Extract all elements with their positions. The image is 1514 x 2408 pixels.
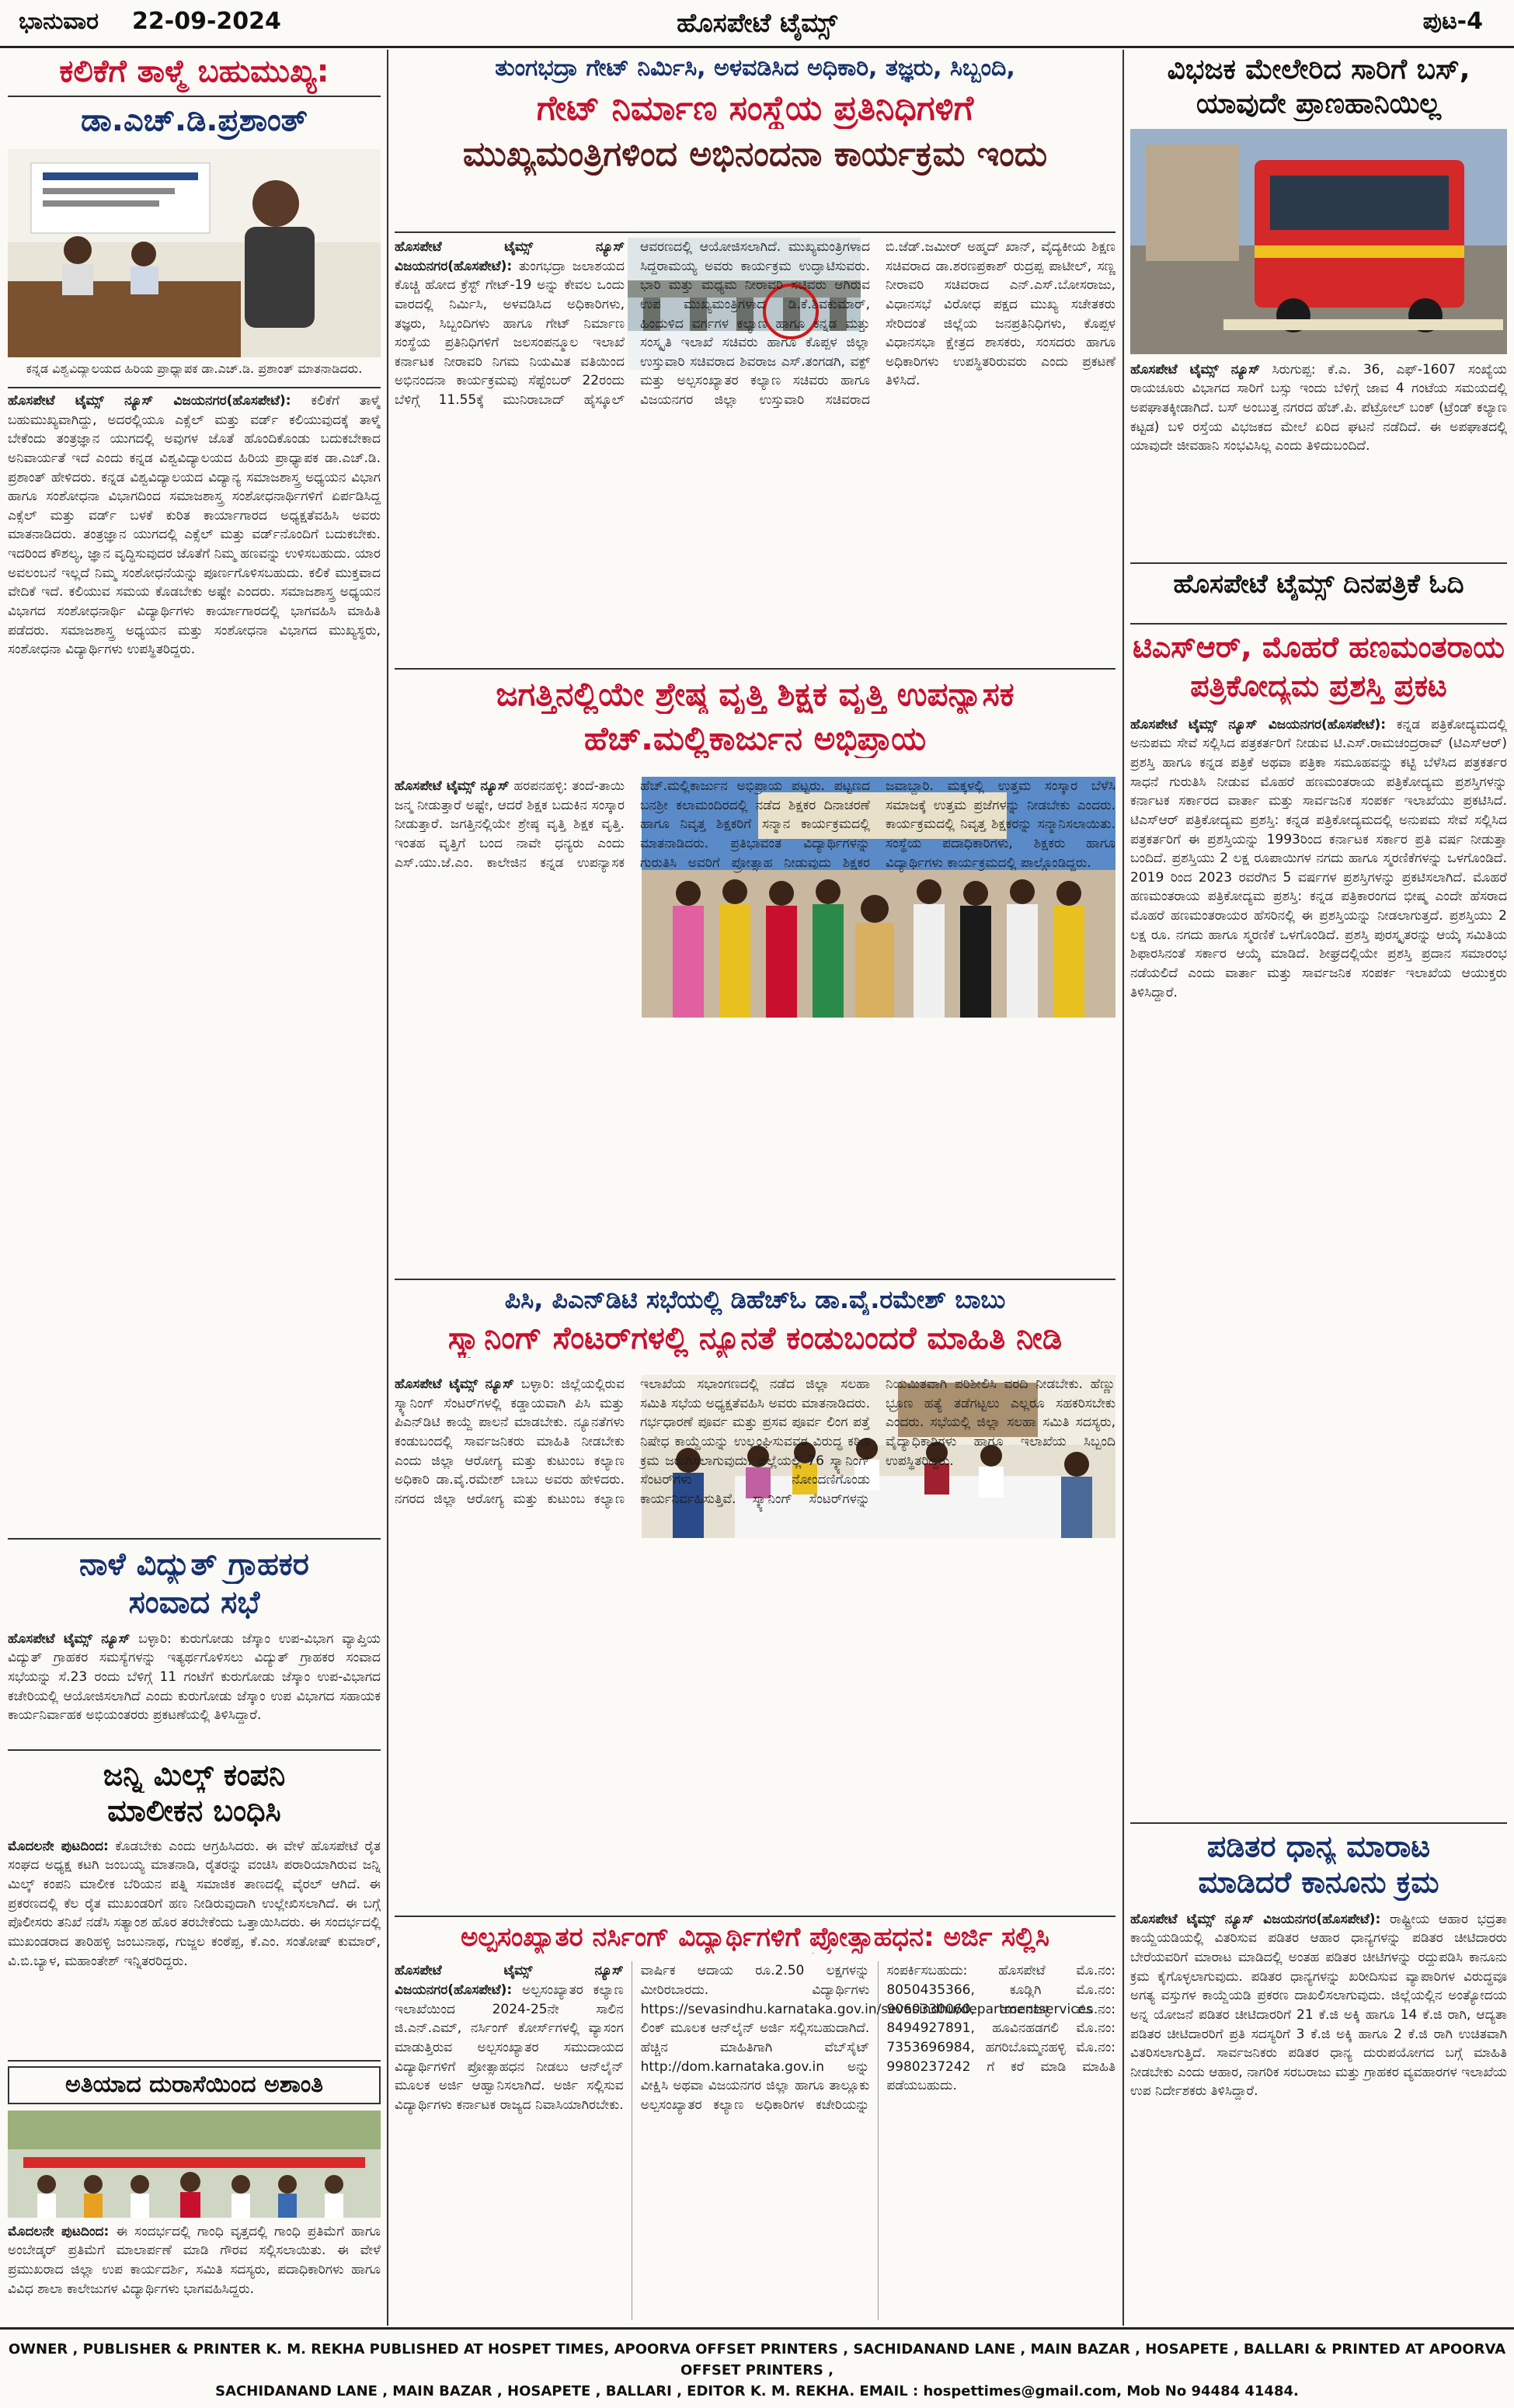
divider: [395, 668, 1115, 670]
masthead: ಹೊಸಪೇಟೆ ಟೈಮ್ಸ್: [677, 8, 837, 39]
divider: [1130, 1822, 1507, 1824]
body-text: ರಾಷ್ಟ್ರೀಯ ಆಹಾರ ಭದ್ರತಾ ಕಾಯ್ದೆಯಡಿಯಲ್ಲಿ ವಿತರಿಸುವ ಪಡಿತರ ಆಹಾರ ಧಾನ್ಯಗಳನ್ನು ಪಡಿತರ ಚೀಟಿದಾರರು ಬೇರೆಯವರಿಗೆ ಮಾರಾಟ ಮಾಡಿದಲ್ಲಿ ಅಂತಹ ಪಡಿತರ ಚೀಟಿಗಳನ್ನು ರದ್ದುಪಡಿಸಿ ಕಾನೂನು ಕ್ರಮ ಕೈಗೊಳ್ಳಲಾಗುವುದು. ಪಡಿತರ ಧಾನ್ಯಗಳನ್ನು ಖರೀದಿಸುವ ವ್ಯಾಪಾರಿಗಳ ವಿರುದ್ಧವೂ ಅಗತ್ಯ ವಸ್ತುಗಳ ಕಾಯ್ದೆಯಡಿ ಪ್ರಕರಣ ದಾಖಲಿಸಲಾಗುವುದು. ಜಿಲ್ಲೆಯಲ್ಲಿನ ಅಂತ್ಯೋದಯ ಅನ್ನ ಯೋಜನೆ ಪಡಿತರ ಚೀಟಿದಾರರಿಗೆ 21 ಕೆ.ಜಿ ಅಕ್ಕಿ ಹಾಗೂ 14 ಕೆ.ಜಿ ರಾಗಿ, ಆದ್ಯತಾ ಪಡಿತರ ಚೀಟಿದಾರರಿಗೆ ಪ್ರತಿ ಸದಸ್ಯರಿಗೆ 3 ಕೆ.ಜಿ ಅಕ್ಕಿ ಹಾಗೂ 2 ಕೆ.ಜಿ ರಾಗಿ ಉಚಿತವಾಗಿ ವಿತರಿಸಲಾಗುತ್ತಿದೆ. ಸಾರ್ವಜನಿಕರು ಪಡಿತರ ಧಾನ್ಯ ದುರುಪಯೋಗದ ಬಗ್ಗೆ ಮಾಹಿತಿ ನೀಡಬೇಕು ಎಂದು ಆಹಾರ, ನಾಗರಿಕ ಸರಬರಾಜು ಮತ್ತು ಗ್ರಾಹಕರ ವ್ಯವಹಾರಗಳ ಇಲಾಖೆಯ ಉಪ ನಿರ್ದೇಶಕರು ತಿಳಿಸಿದ್ದಾರೆ.: [1130, 1911, 1507, 2100]
divider: [8, 1538, 381, 1540]
dateline: ಹೊಸಪೇಟೆ ಟೈಮ್ಸ್ ನ್ಯೂಸ್: [1130, 361, 1260, 378]
article-body: [1130, 1910, 1507, 2311]
dateline: ಮೊದಲನೇ ಪುಟದಿಂದ:: [8, 2223, 110, 2239]
header-date: 22-09-2024: [132, 8, 281, 35]
divider: [395, 1916, 1115, 1917]
imprint-line-2: SACHIDANAND LANE , MAIN BAZAR , HOSAPETE , BALLARI , EDITOR K. M. REKHA. EMAIL : hospettimes@gmail.com, Mob No 94484 41484.: [215, 2383, 1299, 2399]
imprint-line-1: OWNER , PUBLISHER & PRINTER K. M. REKHA PUBLISHED AT HOSPET TIMES, APOORVA OFFSET PRINTERS , SACHIDANAND LANE , MAIN BAZAR , HOSAPETE , BALLARI & PRINTED AT APOORVA OFFSET PRINTERS ,: [8, 2341, 1506, 2378]
headline-sub: ಸಂವಾದ ಸಭೆ: [128, 1584, 260, 1620]
dateline: ಹೊಸಪೇಟೆ ಟೈಮ್ಸ್ ನ್ಯೂಸ್ ವಿಜಯನಗರ(ಹೊಸಪೇಟೆ):: [395, 239, 625, 274]
article-body: [1130, 360, 1507, 513]
article-greed: [8, 2066, 381, 2323]
dateline: ಹೊಸಪೇಟೆ ಟೈಮ್ಸ್ ನ್ಯೂಸ್: [395, 1376, 514, 1392]
article-body: [8, 391, 381, 1524]
page-number: ಪುಟ-4: [1422, 8, 1483, 35]
article-gate-body: [395, 238, 1115, 663]
article-ration: [1130, 1829, 1507, 2323]
article-awards: [1130, 629, 1507, 1818]
article-nursing: [395, 1922, 1115, 2323]
body-text: ಬಳ್ಳಾರಿ: ಜಿಲ್ಲೆಯಲ್ಲಿರುವ ಸ್ಕ್ಯಾನಿಂಗ್ ಸೆಂಟರ್‌ಗಳಲ್ಲಿ ಕಡ್ಡಾಯವಾಗಿ ಪಿಸಿ ಮತ್ತು ಪಿಎನ್‌ಡಿಟಿ ಕಾಯ್ದೆ ಪಾಲನೆ ಮಾಡಬೇಕು. ನ್ಯೂನತೆಗಳು ಕಂಡುಬಂದಲ್ಲಿ ಸಾರ್ವಜನಿಕರು ಮಾಹಿತಿ ನೀಡಬೇಕು ಎಂದು ಜಿಲ್ಲಾ ಆರೋಗ್ಯ ಮತ್ತು ಕುಟುಂಬ ಕಲ್ಯಾಣ ಅಧಿಕಾರಿ ಡಾ.ವೈ.ರಮೇಶ್ ಬಾಬು ಅವರು ಹೇಳಿದರು. ನಗರದ ಜಿಲ್ಲಾ ಆರೋಗ್ಯ ಮತ್ತು ಕುಟುಂಬ ಕಲ್ಯಾಣ ಇಲಾಖೆಯ ಸಭಾಂಗಣದಲ್ಲಿ ನಡೆದ ಜಿಲ್ಲಾ ಸಲಹಾ ಸಮಿತಿ ಸಭೆಯ ಅಧ್ಯಕ್ಷತೆವಹಿಸಿ ಅವರು ಮಾತನಾಡಿದರು. ಗರ್ಭಧಾರಣೆ ಪೂರ್ವ ಮತ್ತು ಪ್ರಸವ ಪೂರ್ವ ಲಿಂಗ ಪತ್ತೆ ನಿಷೇಧ ಕಾಯ್ದೆಯನ್ನು ಉಲ್ಲಂಘಿಸುವವರ ವಿರುದ್ಧ ಕಠಿಣ ಕ್ರಮ ಜರುಗಿಸಲಾಗುವುದು. ಜಿಲ್ಲೆಯಲ್ಲಿ 76 ಸ್ಕ್ಯಾನಿಂಗ್ ಸೆಂಟರ್‌ಗಳು ನೋಂದಣಿಗೊಂಡು ಕಾರ್ಯನಿರ್ವಹಿಸುತ್ತಿವೆ. ಸ್ಕ್ಯಾನಿಂಗ್ ಸೆಂಟರ್‌ಗಳನ್ನು ನಿಯಮಿತವಾಗಿ ಪರಿಶೀಲಿಸಿ ವರದಿ ನೀಡಬೇಕು. ಹೆಣ್ಣು ಭ್ರೂಣ ಹತ್ಯೆ ತಡೆಗಟ್ಟಲು ಎಲ್ಲರೂ ಸಹಕರಿಸಬೇಕು ಎಂದರು. ಸಭೆಯಲ್ಲಿ ಜಿಲ್ಲಾ ಸಲಹಾ ಸಮಿತಿ ಸದಸ್ಯರು, ವೈದ್ಯಾಧಿಕಾರಿಗಳು ಹಾಗೂ ಇಲಾಖೆಯ ಸಿಬ್ಬಂದಿ ಉಪಸ್ಥಿತರಿದ್ದರು.: [395, 1376, 1115, 1507]
headline: ಸ್ಕ್ಯಾನಿಂಗ್ ಸೆಂಟರ್‌ಗಳಲ್ಲಿ ನ್ಯೂನತೆ ಕಂಡುಬಂದರೆ ಮಾಹಿತಿ ನೀಡಿ: [447, 1321, 1063, 1357]
article-body: [8, 1837, 381, 2039]
body-text: ಸಿರುಗುಪ್ಪ: ಕೆ.ಎ. 36, ಎಫ್-1607 ಸಂಖ್ಯೆಯ ರಾಯಚೂರು ವಿಭಾಗದ ಸಾರಿಗೆ ಬಸ್ಸು ಇಂದು ಬೆಳಿಗ್ಗೆ ಜಾವ 4 ಗಂಟೆಯ ಸಮಯದಲ್ಲಿ ಅಪಘಾತಕ್ಕೀಡಾಗಿದೆ. ಬಸ್ ಅಂಬುತ್ತ ನಗರದ ಹೆಚ್.ಪಿ. ಪೆಟ್ರೋಲ್ ಬಂಕ್ (ಟ್ರೆಂಡ್ ಕಲ್ಯಾಣ ಕಟ್ಟಡ) ಬಳಿ ರಸ್ತೆಯ ವಿಭಜಕದ ಮೇಲೆ ಏರಿದ ಘಟನೆ ನಡೆದಿದೆ. ಈ ಅಪಘಾತದಲ್ಲಿ ಯಾವುದೇ ಜೀವಹಾನಿ ಸಂಭವಿಸಿಲ್ಲ ಎಂದು ತಿಳಿದುಬಂದಿದೆ.: [1130, 361, 1507, 454]
dateline: ಹೊಸಪೇಟೆ ಟೈಮ್ಸ್ ನ್ಯೂಸ್ ವಿಜಯನಗರ(ಹೊಸಪೇಟೆ):: [8, 392, 291, 409]
body-text: ಬಳ್ಳಾರಿ: ಕುರುಗೋಡು ಜೆಸ್ಕಾಂ ಉಪ-ವಿಭಾಗ ವ್ಯಾಪ್ತಿಯ ವಿದ್ಯುತ್ ಗ್ರಾಹಕರ ಸಮಸ್ಯೆಗಳನ್ನು ಇತ್ಯರ್ಥಗೊಳಿಸಲು ವಿದ್ಯುತ್ ಗ್ರಾಹಕರ ಸಂವಾದ ಸಭೆಯನ್ನು ಸೆ.23 ರಂದು ಬೆಳಿಗ್ಗೆ 11 ಗಂಟೆಗೆ ಕುರುಗೋಡು ಜೆಸ್ಕಾಂ ಉಪ-ವಿಭಾಗದ ಕಚೇರಿಯಲ್ಲಿ ಆಯೋಜಿಸಲಾಗಿದೆ ಎಂದು ಕುರುಗೋಡು ಜೆಸ್ಕಾಂ ಉಪ ವಿಭಾಗದ ಸಹಾಯಕ ಕಾರ್ಯನಿರ್ವಾಹಕ ಅಭಿಯಂತರರು ಪ್ರಕಟಣೆಯಲ್ಲಿ ತಿಳಿಸಿದ್ದಾರೆ.: [8, 1630, 381, 1724]
article-body: [1130, 715, 1507, 1795]
body-text: ಕಲಿಕೆಗೆ ತಾಳ್ಮೆ ಬಹುಮುಖ್ಯವಾಗಿದ್ದು, ಅದರಲ್ಲಿಯೂ ಎಕ್ಸೆಲ್ ಮತ್ತು ವರ್ಡ್ ಕಲಿಯುವುದಕ್ಕೆ ತಾಳ್ಮೆ ಬೇಕೆಂದು ತಂತ್ರಜ್ಞಾನ ಯುಗದಲ್ಲಿ ಅವುಗಳ ಜೊತೆ ಹೊಂದಿಕೊಂಡು ಬದುಕಬೇಕಾದ ಅನಿವಾರ್ಯತೆ ಇದೆ ಎಂದು ಕನ್ನಡ ವಿಶ್ವವಿದ್ಯಾಲಯದ ಹಿರಿಯ ಪ್ರಾಧ್ಯಾಪಕ ಡಾ.ಎಚ್.ಡಿ. ಪ್ರಶಾಂತ್ ಹೇಳಿದರು. ಕನ್ನಡ ವಿಶ್ವವಿದ್ಯಾಲಯದ ವಿದ್ಯಾನ್ಯ ಸಮಾಜಶಾಸ್ತ್ರ ಅಧ್ಯಯನ ವಿಭಾಗ ಹಾಗೂ ಸಂಶೋಧನಾ ವಿಭಾಗದಿಂದ ಸಮಾಜಶಾಸ್ತ್ರ ಸಂಶೋಧನಾರ್ಥಿಗಳಿಗೆ ಏರ್ಪಡಿಸಿದ್ದ ಎಕ್ಸೆಲ್ ಮತ್ತು ವರ್ಡ್ ಬಳಕೆ ಕುರಿತ ಕಾರ್ಯಾಗಾರದ ಅಧ್ಯಕ್ಷತೆವಹಿಸಿ ಅವರು ಮಾತನಾಡಿದರು. ತಂತ್ರಜ್ಞಾನ ಯುಗದಲ್ಲಿ ಎಕ್ಸೆಲ್ ಮತ್ತು ವರ್ಡ್‌ನೊಂದಿಗೆ ಬದುಕಬೇಕು. ಇದರಿಂದ ಕೌಶಲ್ಯ, ಜ್ಞಾನ ವೃದ್ಧಿಸುವುದರ ಜೊತೆಗೆ ನಿಮ್ಮ ಹಣವನ್ನು ಉಳಿಸಬಹುದು. ಯಾರ ಅವಲಂಬನೆ ಇಲ್ಲದೆ ನಿಮ್ಮ ಸಂಶೋಧನೆಯನ್ನು ಪೂರ್ಣಗೊಳಿಸಬಹುದು. ಕಲಿಕೆ ಮುಕ್ತವಾದ ವೇದಿಕೆ ಇದೆ. ಕಲಿಯುವ ಸಮಯ ಕೊಡಬೇಕು ಅಷ್ಟೇ ಎಂದರು. ಸಮಾಜಶಾಸ್ತ್ರ ಅಧ್ಯಯನ ವಿಭಾಗದ ಸಂಶೋಧನಾರ್ಥಿ ವಿದ್ಯಾರ್ಥಿಗಳು ಕಾರ್ಯಾಗಾರದಲ್ಲಿ ಭಾಗವಹಿಸಿ ಮಾಹಿತಿ ಪಡೆದರು. ಸಮಾಜಶಾಸ್ತ್ರ ಅಧ್ಯಯನ ಮತ್ತು ಸಂಶೋಧನಾ ವಿಭಾಗದ ಮುಖ್ಯಸ್ಥರು, ಸಂಶೋಧನಾ ವಿದ್ಯಾರ್ಥಿಗಳು ಉಪಸ್ಥಿತರಿದ್ದರು.: [8, 392, 381, 658]
dateline: ಮೊದಲನೇ ಪುಟದಿಂದ:: [8, 1838, 109, 1854]
headline-sub: ಮಾಲೀಕನ ಬಂಧಿಸಿ: [107, 1794, 281, 1829]
article-patience: [8, 53, 381, 1533]
body-text: ಈ ಸಂದರ್ಭದಲ್ಲಿ ಗಾಂಧಿ ವೃತ್ತದಲ್ಲಿ ಗಾಂಧಿ ಪ್ರತಿಮೆಗೆ ಹಾಗೂ ಅಂಬೇಡ್ಕರ್ ಪ್ರತಿಮೆಗೆ ಮಾಲಾರ್ಪಣೆ ಮಾಡಿ ಗೌರವ ಸಲ್ಲಿಸಲಾಯಿತು. ಈ ವೇಳೆ ಪ್ರಮುಖರಾದ ಜಿಲ್ಲಾ ಉಪ ಕಾರ್ಯದರ್ಶಿ, ಸಮಿತಿ ಸದಸ್ಯರು, ಪದಾಧಿಕಾರಿಗಳು ಹಾಗೂ ವಿವಿಧ ಶಾಲಾ ಕಾಲೇಜುಗಳ ವಿದ್ಯಾರ್ಥಿಗಳು ಭಾಗವಹಿಸಿದ್ದರು.: [8, 2223, 381, 2297]
article-body: [395, 238, 1115, 663]
article-body: [395, 777, 1115, 1274]
headline-sub: ಮುಖ್ಯಮಂತ್ರಿಗಳಿಂದ ಅಭಿನಂದನಾ ಕಾರ್ಯಕ್ರಮ ಇಂದು: [462, 134, 1048, 175]
page-header: [0, 0, 1514, 48]
kicker: ತುಂಗಭದ್ರಾ ಗೇಟ್ ನಿರ್ಮಿಸಿ, ಅಳವಡಿಸಿದ ಅಧಿಕಾರಿ, ತಜ್ಞರು, ಸಿಬ್ಬಂದಿ,: [495, 54, 1015, 82]
body-text: ಅಲ್ಪಸಂಖ್ಯಾತರ ಕಲ್ಯಾಣ ಇಲಾಖೆಯಿಂದ 2024-25ನೇ ಸಾಲಿನ ಜಿ.ಎನ್.ಎಮ್, ನರ್ಸಿಂಗ್ ಕೋರ್ಸ್‌ಗಳಲ್ಲಿ ವ್ಯಾಸಂಗ ಮಾಡುತ್ತಿರುವ ಅಲ್ಪಸಂಖ್ಯಾತರ ಸಮುದಾಯದ ವಿದ್ಯಾರ್ಥಿಗಳಿಗೆ ಪ್ರೋತ್ಸಾಹಧನ ನೀಡಲು ಆನ್‌ಲೈನ್ ಮೂಲಕ ಅರ್ಜಿ ಆಹ್ವಾನಿಸಲಾಗಿದೆ. ಅರ್ಜಿ ಸಲ್ಲಿಸುವ ವಿದ್ಯಾರ್ಥಿಗಳು ಕರ್ನಾಟಕ ರಾಜ್ಯದ ನಿವಾಸಿಯಾಗಿರಬೇಕು. ವಾರ್ಷಿಕ ಆದಾಯ ರೂ.2.50 ಲಕ್ಷಗಳನ್ನು ಮೀರಿರಬಾರದು. ವಿದ್ಯಾರ್ಥಿಗಳು https://sevasindhu.karnataka.gov.in/sevasindhu/departmentservices ಲಿಂಕ್ ಮೂಲಕ ಆನ್‌ಲೈನ್ ಅರ್ಜಿ ಸಲ್ಲಿಸಬಹುದಾಗಿದೆ. ಹೆಚ್ಚಿನ ಮಾಹಿತಿಗಾಗಿ ವೆಬ್‌ಸೈಟ್ http://dom.karnataka.gov.in ಅನ್ನು ವೀಕ್ಷಿಸಿ ಅಥವಾ ವಿಜಯನಗರ ಜಿಲ್ಲಾ ಹಾಗೂ ತಾಲ್ಲೂಕು ಅಲ್ಪಸಂಖ್ಯಾತರ ಕಲ್ಯಾಣ ಅಧಿಕಾರಿಗಳ ಕಚೇರಿಯನ್ನು ಸಂಪರ್ಕಿಸಬಹುದು: ಹೊಸಪೇಟೆ ಮೊ.ನಂ: 8050435366, ಕೂಡ್ಲಿಗಿ ಮೊ.ನಂ: 9060330060, ಹರಪನಹಳ್ಳಿ ಮೊ.ನಂ: 8494927891, ಹೂವಿನಹಡಗಲಿ ಮೊ.ನಂ: 7353696984, ಹಗರಿಬೊಮ್ಮನಹಳ್ಳಿ ಮೊ.ನಂ: 9980237242 ಗೆ ಕರೆ ಮಾಡಿ ಮಾಹಿತಿ ಪಡೆಯಬಹುದು.: [395, 1963, 1115, 2113]
headline: ಗೇಟ್ ನಿರ್ಮಾಣ ಸಂಸ್ಥೆಯ ಪ್ರತಿನಿಧಿಗಳಿಗೆ: [536, 88, 974, 128]
headline: ಹೊಸಪೇಟೆ ಟೈಮ್ಸ್ ದಿನಪತ್ರಿಕೆ ಓದಿ: [1173, 569, 1464, 600]
photo-rally: [8, 2110, 381, 2218]
photo-caption: ಕನ್ನಡ ವಿಶ್ವವಿದ್ಯಾಲಯದ ಹಿರಿಯ ಪ್ರಾಧ್ಯಾಪಕ ಡಾ.ಎಚ್.ಡಿ. ಪ್ರಶಾಂತ್ ಮಾತನಾಡಿದರು.: [26, 360, 363, 376]
headline-sub: ಡಾ.ಎಚ್.ಡಿ.ಪ್ರಶಾಂತ್: [81, 102, 308, 138]
dateline: ಹೊಸಪೇಟೆ ಟೈಮ್ಸ್ ನ್ಯೂಸ್: [8, 1630, 131, 1647]
promo-read-paper: [1130, 569, 1507, 620]
divider: [1130, 562, 1507, 564]
divider: [8, 387, 381, 388]
body-text: ಕನ್ನಡ ಪತ್ರಿಕೋದ್ಯಮದಲ್ಲಿ ಅನುಪಮ ಸೇವೆ ಸಲ್ಲಿಸಿದ ಪತ್ರಕರ್ತರಿಗೆ ನೀಡುವ ಟಿ.ಎಸ್.ರಾಮಚಂದ್ರರಾವ್ (ಟಿಎಸ್‌ಆರ್) ಪ್ರಶಸ್ತಿ ಹಾಗೂ ಕನ್ನಡ ಪತ್ರಿಕೆ ಅಥವಾ ಪತ್ರಿಕಾ ಸಮೂಹವನ್ನು ಕಟ್ಟಿ ಬೆಳೆಸಿದ ಪತ್ರಕರ್ತರ ಸಾಧನೆ ಗುರುತಿಸಿ ನೀಡುವ ಮೊಹರೆ ಹಣಮಂತರಾಯ ಪತ್ರಿಕೋದ್ಯಮ ಪ್ರಶಸ್ತಿಗಳನ್ನು ಕರ್ನಾಟಕ ಸರ್ಕಾರದ ವಾರ್ತಾ ಮತ್ತು ಸಾರ್ವಜನಿಕ ಸಂಪರ್ಕ ಇಲಾಖೆಯು ಪ್ರಕಟಿಸಿದೆ. ಟಿಎಸ್‌ಆರ್ ಪತ್ರಿಕೋದ್ಯಮ ಪ್ರಶಸ್ತಿ: ಕನ್ನಡ ಪತ್ರಿಕೋದ್ಯಮದಲ್ಲಿ ಅನುಪಮ ಸೇವೆ ಸಲ್ಲಿಸಿದ ಪತ್ರಕರ್ತರಿಗೆ ಈ ಪ್ರಶಸ್ತಿಯನ್ನು 1993ರಿಂದ ಕರ್ನಾಟಕ ಸರ್ಕಾರ ಪ್ರತಿ ವರ್ಷ ನೀಡುತ್ತಾ ಬಂದಿದೆ. ಪ್ರಶಸ್ತಿಯು 2 ಲಕ್ಷ ರೂಪಾಯಿಗಳ ನಗದು ಹಾಗೂ ಸ್ಮರಣಿಕೆಗಳನ್ನು ಒಳಗೊಂಡಿದೆ. 2019 ರಿಂದ 2023 ರವರೆಗಿನ 5 ವರ್ಷಗಳ ಪ್ರಶಸ್ತಿಗಳನ್ನು ಪ್ರಕಟಿಸಲಾಗಿದೆ. ಮೊಹರೆ ಹಣಮಂತರಾಯ ಪತ್ರಿಕೋದ್ಯಮ ಪ್ರಶಸ್ತಿ: ಕನ್ನಡ ಪತ್ರಿಕಾರಂಗದ ಭೀಷ್ಮ ಎಂದೇ ಹೆಸರಾದ ಮೊಹರೆ ಹಣಮಂತರಾಯರ ಹೆಸರಿನಲ್ಲಿ ಈ ಪ್ರಶಸ್ತಿಯನ್ನು ನೀಡಲಾಗುತ್ತದೆ. ಪ್ರಶಸ್ತಿಯು 2 ಲಕ್ಷ ರೂ. ನಗದು ಹಾಗೂ ಸ್ಮರಣಿಕೆ ಒಳಗೊಂಡಿದೆ. ಪ್ರಶಸ್ತಿ ಪುರಸ್ಕೃತರನ್ನು ಆಯ್ಕೆ ಸಮಿತಿಯ ಶಿಫಾರಸಿನಂತೆ ಸರ್ಕಾರ ಆಯ್ಕೆ ಮಾಡಿದೆ. ಶೀಘ್ರದಲ್ಲಿಯೇ ಪ್ರಶಸ್ತಿ ಪ್ರದಾನ ಸಮಾರಂಭ ನಡೆಯಲಿದೆ ಎಂದು ವಾರ್ತಾ ಮತ್ತು ಸಾರ್ವಜನಿಕ ಸಂಪರ್ಕ ಇಲಾಖೆಯ ಆಯುಕ್ತರು ತಿಳಿಸಿದ್ದಾರೆ.: [1130, 716, 1507, 1000]
headline: ಟಿಎಸ್‌ಆರ್, ಮೊಹರೆ ಹಣಮಂತರಾಯ: [1133, 630, 1505, 664]
divider: [8, 1749, 381, 1751]
column-divider: [1122, 50, 1124, 2326]
article-gate-header: [395, 54, 1115, 227]
headline-sub: ಯಾವುದೇ ಪ್ರಾಣಹಾನಿಯಿಲ್ಲ: [1196, 87, 1442, 120]
headline: ಪಡಿತರ ಧಾನ್ಯ ಮಾರಾಟ: [1206, 1829, 1431, 1863]
headline: ಅಲ್ಪಸಂಖ್ಯಾತರ ನರ್ಸಿಂಗ್ ವಿದ್ಯಾರ್ಥಿಗಳಿಗೆ ಪ್ರೋತ್ಸಾಹಧನ: ಅರ್ಜಿ ಸಲ್ಲಿಸಿ: [461, 1922, 1049, 1953]
article-body: [8, 1630, 381, 1728]
body-text: ತುಂಗಭದ್ರಾ ಜಲಾಶಯದ ಕೊಚ್ಚಿ ಹೋದ ಕ್ರೆಸ್ಟ್ ಗೇಟ್-19 ಅನ್ನು ಕೇವಲ ಒಂದು ವಾರದಲ್ಲಿ ನಿರ್ಮಿಸಿ, ಅಳವಡಿಸಿದ ಅಧಿಕಾರಿಗಳು, ತಜ್ಞರು, ಸಿಬ್ಬಂದಿಗಳು ಹಾಗೂ ಗೇಟ್ ನಿರ್ಮಾಣ ಸಂಸ್ಥೆಯ ಪ್ರತಿನಿಧಿಗಳಿಗೆ ಜಲಸಂಪನ್ಮೂಲ ಇಲಾಖೆ ಕರ್ನಾಟಕ ನೀರಾವರಿ ನಿಗಮ ನಿಯಮಿತ ವತಿಯಿಂದ ಅಭಿನಂದನಾ ಕಾರ್ಯಕ್ರಮವು ಸೆಪ್ಟೆಂಬರ್ 22ರಂದು ಬೆಳಿಗ್ಗೆ 11.55ಕ್ಕೆ ಮುನಿರಾಬಾದ್ ಹೈಸ್ಕೂಲ್ ಆವರಣದಲ್ಲಿ ಆಯೋಜಿಸಲಾಗಿದೆ. ಮುಖ್ಯಮಂತ್ರಿಗಳಾದ ಸಿದ್ದರಾಮಯ್ಯ ಅವರು ಕಾರ್ಯಕ್ರಮ ಉದ್ಘಾಟಿಸುವರು. ಭಾರಿ ಮತ್ತು ಮಧ್ಯಮ ನೀರಾವರಿ ಸಚಿವರು ಆಗಿರುವ ಉಪ ಮುಖ್ಯಮಂತ್ರಿಗಳಾದ ಡಿ.ಕೆ.ಶಿವಕುಮಾರ್, ಹಿಂದುಳಿದ ವರ್ಗಗಳ ಕಲ್ಯಾಣ ಹಾಗೂ ಕನ್ನಡ ಮತ್ತು ಸಂಸ್ಕೃತಿ ಇಲಾಖೆ ಸಚಿವರು ಹಾಗೂ ಕೊಪ್ಪಳ ಜಿಲ್ಲಾ ಉಸ್ತುವಾರಿ ಸಚಿವರಾದ ಶಿವರಾಜ ಎಸ್.ತಂಗಡಗಿ, ವಕ್ಫ್ ಮತ್ತು ಅಲ್ಪಸಂಖ್ಯಾತರ ಕಲ್ಯಾಣ ಸಚಿವರು ಹಾಗೂ ವಿಜಯನಗರ ಜಿಲ್ಲಾ ಉಸ್ತುವಾರಿ ಸಚಿವರಾದ ಬಿ.ಜೆಡ್.ಜಮೀರ್ ಅಹ್ಮದ್ ಖಾನ್, ವೈದ್ಯಕೀಯ ಶಿಕ್ಷಣ ಸಚಿವರಾದ ಡಾ.ಶರಣಪ್ರಕಾಶ್ ರುದ್ರಪ್ಪ ಪಾಟೀಲ್, ಸಣ್ಣ ನೀರಾವರಿ ಸಚಿವರಾದ ಎನ್.ಎಸ್.ಬೋಸರಾಜು, ವಿಧಾನಸಭೆ ವಿರೋಧ ಪಕ್ಷದ ಮುಖ್ಯ ಸಚೇತಕರು ಸೇರಿದಂತೆ ಜಿಲ್ಲೆಯ ಜನಪ್ರತಿನಿಧಿಗಳು, ಕೊಪ್ಪಳ ವಿಧಾನಸಭಾ ಕ್ಷೇತ್ರದ ಶಾಸಕರು, ಸಂಸದರು ಹಾಗೂ ಅಧಿಕಾರಿಗಳು ಉಪಸ್ಥಿತರಿರುವರು ಎಂದು ಪ್ರಕಟಣೆ ತಿಳಿಸಿದೆ.: [395, 239, 1115, 409]
divider: [395, 231, 1115, 233]
headline-sub: ಮಾಡಿದರೆ ಕಾನೂನು ಕ್ರಮ: [1198, 1865, 1439, 1900]
kicker: ಪಿಸಿ, ಪಿಎನ್‌ಡಿಟಿ ಸಭೆಯಲ್ಲಿ ಡಿಹೆಚ್‌ಓ ಡಾ.ವೈ.ರಮೇಶ್ ಬಾಬು: [504, 1285, 1006, 1314]
headline: ಅತಿಯಾದ ದುರಾಸೆಯಿಂದ ಅಶಾಂತಿ: [8, 2066, 381, 2104]
article-body: [395, 1961, 1115, 2320]
article-bus: [1130, 53, 1507, 558]
divider: [8, 2060, 381, 2062]
article-body: [395, 1375, 1115, 1911]
headline: ಕಲಿಕೆಗೆ ತಾಳ್ಮೆ ಬಹುಮುಖ್ಯ:: [8, 53, 381, 97]
dateline: ಹೊಸಪೇಟೆ ಟೈಮ್ಸ್ ನ್ಯೂಸ್: [395, 778, 510, 794]
article-scanning-header: [395, 1285, 1115, 1372]
dateline: ಹೊಸಪೇಟೆ ಟೈಮ್ಸ್ ನ್ಯೂಸ್ ವಿಜಯನಗರ(ಹೊಸಪೇಟೆ):: [1130, 1911, 1381, 1927]
body-text: ಕೊಡಬೇಕು ಎಂದು ಆಗ್ರಹಿಸಿದರು. ಈ ವೇಳೆ ಹೊಸಪೇಟೆ ರೈತ ಸಂಘದ ಅಧ್ಯಕ್ಷ ಕಟಗಿ ಜಂಬಯ್ಯ ಮಾತನಾಡಿ, ರೈತರನ್ನು ವಂಚಿಸಿ ಪರಾರಿಯಾಗಿರುವ ಜನ್ನಿ ಮಿಲ್ಕ್ ಕಂಪನಿ ಮಾಲೀಕ ಬೆರಿಯನ ಪತ್ನಿ ಸಮಾಜಿಕ ತಾಣದಲ್ಲಿ ವೈರಲ್ ಆಗಿದೆ. ಈ ಪ್ರಕರಣದಲ್ಲಿ ಕೆಲ ರೈತ ಮುಖಂಡರಿಗೆ ಹಣ ನೀಡಿರುವುದಾಗಿ ಉಲ್ಲೇಖಿಸಲಾಗಿದೆ. ಈ ಬಗ್ಗೆ ಪೊಲೀಸರು ತನಿಖೆ ನಡೆಸಿ ಸತ್ಯಾಂಶ ಹೊರ ತರಬೇಕೆಂದು ಒತ್ತಾಯಿಸಿದರು. ಈ ಸಂದರ್ಭದಲ್ಲಿ ಮುಖಂಡರಾದ ತಾರಿಹಳ್ಳಿ ಜಂಬುನಾಥ, ಗುಜ್ಜಲ ಕಂಠೆಪ್ಪ, ಕೆ.ಎಂ. ಸಂತೋಷ್ ಕುಮಾರ್, ವಿ.ಬಿ.ಬ್ಯಾಳ, ಮಹಾಂತೇಶ್ ಇನ್ನಿತರರಿದ್ದರು.: [8, 1838, 381, 1969]
imprint-footer: [0, 2327, 1514, 2408]
headline: ನಾಳೆ ವಿದ್ಯುತ್ ಗ್ರಾಹಕರ: [79, 1547, 309, 1582]
headline: ಜನ್ನಿ ಮಿಲ್ಕ್ ಕಂಪನಿ: [103, 1758, 286, 1792]
header-day: ಭಾನುವಾರ: [19, 8, 99, 35]
article-teacher-body: [395, 777, 1115, 1274]
photo-bus: [1130, 129, 1507, 354]
dateline: ಹೊಸಪೇಟೆ ಟೈಮ್ಸ್ ನ್ಯೂಸ್ ವಿಜಯನಗರ(ಹೊಸಪೇಟೆ):: [395, 1963, 624, 1999]
photo-lecture: [8, 149, 381, 357]
headline: ವಿಭಜಕ ಮೇಲೇರಿದ ಸಾರಿಗೆ ಬಸ್,: [1167, 54, 1470, 85]
body-text: ಹರಪನಹಳ್ಳಿ: ತಂದೆ-ತಾಯಿ ಜನ್ಮ ನೀಡುತ್ತಾರೆ ಅಷ್ಟೇ, ಆದರೆ ಶಿಕ್ಷಕ ಬದುಕಿನ ಸಂಸ್ಕಾರ ನೀಡುತ್ತಾರೆ. ಜಗತ್ತಿನಲ್ಲಿಯೇ ಶ್ರೇಷ್ಠ ವೃತ್ತಿ ಶಿಕ್ಷಕ ವೃತ್ತಿ. ಇಂತಹ ವೃತ್ತಿಗೆ ಬಂದ ನಾವೇ ಧನ್ಯರು ಎಂದು ಎಸ್.ಯು.ಜೆ.ಎಂ. ಕಾಲೇಜಿನ ಕನ್ನಡ ಉಪನ್ಯಾಸಕ ಹೆಚ್.ಮಲ್ಲಿಕಾರ್ಜುನ ಅಭಿಪ್ರಾಯ ಪಟ್ಟರು. ಪಟ್ಟಣದ ಬನಶ್ರೀ ಕಲಾಮಂದಿರದಲ್ಲಿ ನಡೆದ ಶಿಕ್ಷಕರ ದಿನಾಚರಣೆ ಹಾಗೂ ನಿವೃತ್ತ ಶಿಕ್ಷಕರಿಗೆ ಸನ್ಮಾನ ಕಾರ್ಯಕ್ರಮದಲ್ಲಿ ಮಾತನಾಡಿದರು. ಪ್ರತಿಭಾವಂತ ವಿದ್ಯಾರ್ಥಿಗಳನ್ನು ಗುರುತಿಸಿ ಅವರಿಗೆ ಪ್ರೋತ್ಸಾಹ ನೀಡುವುದು ಶಿಕ್ಷಕರ ಜವಾಬ್ದಾರಿ. ಮಕ್ಕಳಲ್ಲಿ ಉತ್ತಮ ಸಂಸ್ಕಾರ ಬೆಳೆಸಿ ಸಮಾಜಕ್ಕೆ ಉತ್ತಮ ಪ್ರಜೆಗಳನ್ನು ನೀಡಬೇಕು ಎಂದರು. ಕಾರ್ಯಕ್ರಮದಲ್ಲಿ ನಿವೃತ್ತ ಶಿಕ್ಷಕರನ್ನು ಸನ್ಮಾನಿಸಲಾಯಿತು. ಸಂಸ್ಥೆಯ ಪದಾಧಿಕಾರಿಗಳು, ಶಿಕ್ಷಕರು ಹಾಗೂ ವಿದ್ಯಾರ್ಥಿಗಳು ಕಾರ್ಯಕ್ರಮದಲ್ಲಿ ಪಾಲ್ಗೊಂಡಿದ್ದರು.: [395, 778, 1115, 871]
article-scanning-body: [395, 1375, 1115, 1911]
article-milk-company: [8, 1757, 381, 2052]
divider: [1130, 623, 1507, 625]
article-power-meeting: [8, 1546, 381, 1740]
dateline: ಹೊಸಪೇಟೆ ಟೈಮ್ಸ್ ನ್ಯೂಸ್ ವಿಜಯನಗರ(ಹೊಸಪೇಟೆ):: [1130, 716, 1387, 732]
headline-sub: ಹೆಚ್.ಮಲ್ಲಿಕಾರ್ಜುನ ಅಭಿಪ್ರಾಯ: [583, 719, 927, 758]
column-divider: [387, 50, 388, 2326]
article-teacher-header: [395, 674, 1115, 775]
headline-sub: ಪತ್ರಿಕೋದ್ಯಮ ಪ್ರಶಸ್ತಿ ಪ್ರಕಟ: [1190, 669, 1447, 704]
divider: [395, 1279, 1115, 1280]
headline: ಜಗತ್ತಿನಲ್ಲಿಯೇ ಶ್ರೇಷ್ಠ ವೃತ್ತಿ ಶಿಕ್ಷಕ ವೃತ್ತಿ ಉಪನ್ಯಾಸಕ: [496, 675, 1015, 713]
article-body: [8, 2222, 381, 2326]
